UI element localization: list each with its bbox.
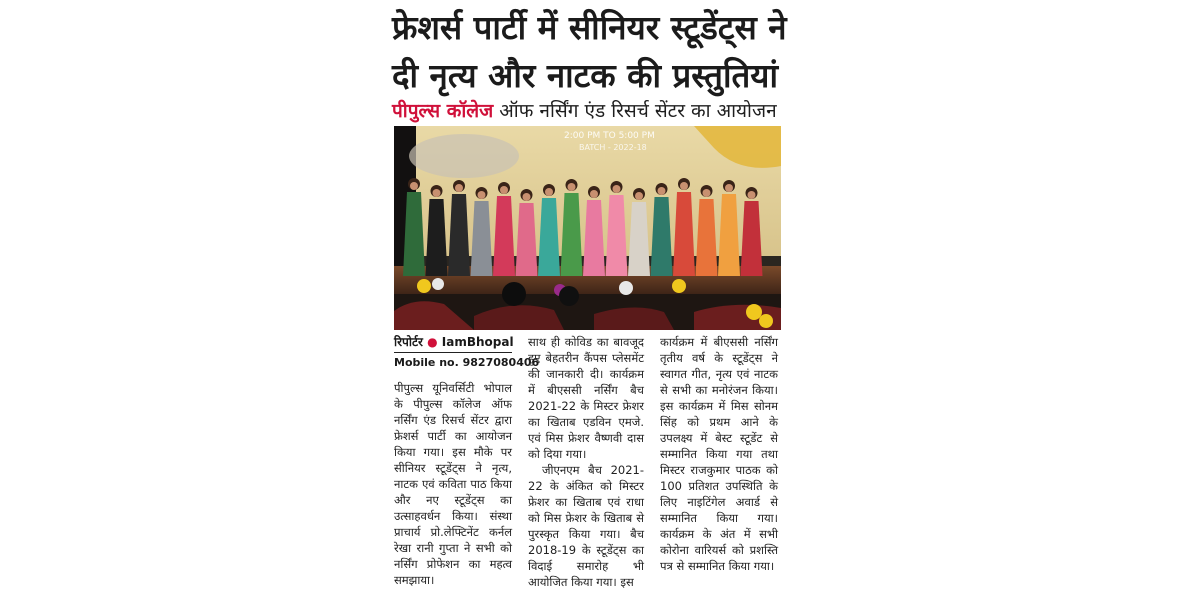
mobile-line (394, 355, 540, 370)
article-column-3 (660, 334, 778, 574)
subheadline (392, 96, 777, 126)
figure-face (658, 187, 666, 195)
figure-face (545, 188, 553, 196)
figure-face (590, 190, 598, 198)
figure-face (433, 189, 441, 197)
figure-face (613, 185, 621, 193)
figure-face (410, 182, 418, 190)
figure-face (725, 184, 733, 192)
figure-face (680, 182, 688, 190)
figure-face (703, 189, 711, 197)
article-paragraph: कार्यक्रम में बीएससी नर्सिंग तृतीय वर्ष के स्टूडेंट्स ने स्वागत गीत, नृत्य एवं नाटक से सभी का मनोरंजन किया। इस कार्यक्रम में मिस सोनम सिंह को प्रथम आने के उपलक्ष्य में बेस्ट स्टूडेंट से सम्मानित किया गया तथा मिस्टर राजकुमार पाठक को 100 प्रतिशत उपस्थिति के लिए नाइटिंगेल अवार्ड से सम्मानित किया गया। कार्यक्रम के अंत में सभी कोरोना वारियर्स को प्रशस्ति पत्र से सम्मानित किया गया। (660, 335, 778, 573)
headline-line-2: दी नृत्य और नाटक की प्रस्तुतियां (392, 56, 778, 95)
figure-face (478, 191, 486, 199)
article-paragraph: पीपुल्स यूनिवर्सिटी भोपाल के पीपुल्स कॉलेज ऑफ नर्सिंग एंड रिसर्च सेंटर द्वारा फ्रेशर्स पार्टी का आयोजन किया गया। इस मौके पर सीनियर स्टूडेंट्स ने नृत्य, नाटक एवं कविता पाठ किया और नए स्टूडेंट्स का उत्साहवर्धन किया। संस्था प्राचार्य प्रो.लेफ्टिनेंट कर्नल रेखा रानी गुप्ता ने सभी को नर्सिंग प्रोफेशन का महत्व समझाया। (394, 381, 512, 587)
banner-time-text: 2:00 PM TO 5:00 PM (564, 131, 655, 141)
figure-face (523, 193, 531, 201)
mobile-label: Mobile no. (394, 356, 459, 369)
figure-face (455, 184, 463, 192)
figure-face (748, 191, 756, 199)
byline-divider (394, 352, 512, 353)
byline (394, 334, 540, 370)
reporter-label: रिपोर्टर (394, 335, 423, 349)
subheadline-rest: ऑफ नर्सिंग एंड रिसर्च सेंटर का आयोजन (493, 100, 777, 122)
article-paragraph: जीएनएम बैच 2021-22 के अंकित को मिस्टर फ्रेशर का खिताब एवं राधा को मिस फ्रेशर के खिताब से पुरस्कृत किया गया। बैच 2018-19 के स्टूडेंट्स का विदाई समारोह भी आयोजित किया गया। इस (528, 463, 644, 589)
figure-face (635, 192, 643, 200)
reporter-line (394, 334, 512, 350)
stage-photo-illustration (394, 126, 781, 330)
newspaper-clipping (388, 0, 787, 589)
article-column-1 (394, 380, 512, 588)
article-column-2 (528, 334, 644, 590)
mobile-number: 9827080406 (462, 356, 540, 369)
figure-face (568, 183, 576, 191)
article-paragraph: साथ ही कोविड का बावजूद हुए बेहतरीन कैंपस प्लेसमेंट की जानकारी दी। कार्यक्रम में बीएससी नर्सिंग बैच 2021-22 के मिस्टर फ्रेशर का खिताब एडविन एमजे. एवं मिस फ्रेशर वैष्णवी दास को दिया गया। (528, 335, 644, 461)
figure-face (500, 186, 508, 194)
subheadline-highlight: पीपुल्स कॉलेज (392, 100, 494, 122)
bullet-icon: ● (427, 335, 438, 349)
reporter-name: IamBhopal (441, 335, 514, 349)
event-photo (394, 126, 781, 330)
banner-batch-text: BATCH - 2022-18 (579, 143, 647, 152)
headline-line-1: फ्रेशर्स पार्टी में सीनियर स्टूडेंट्स ने (392, 8, 787, 47)
